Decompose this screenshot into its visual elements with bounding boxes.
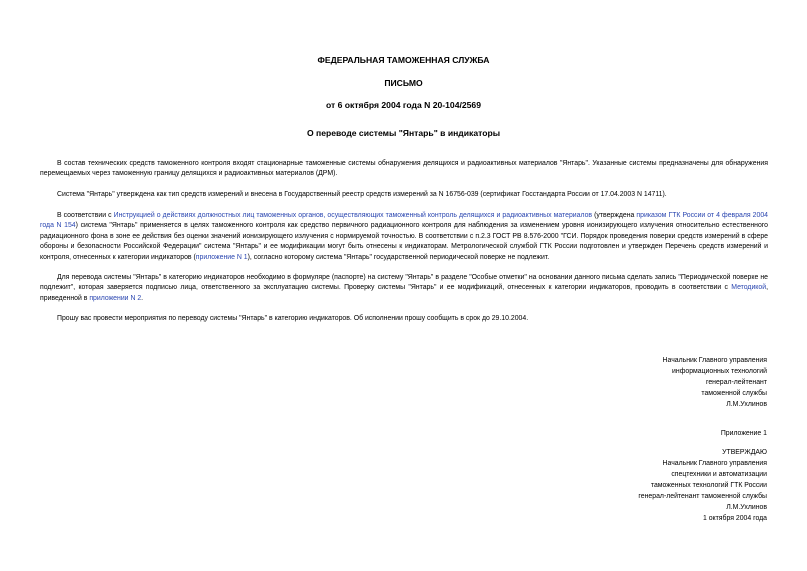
- paragraph-4-text-3: .: [141, 294, 144, 302]
- paragraph-1: В состав технических средств таможенного контроля входят стационарные таможенные системы обнаружения делящихся и радиоактивных материалов "Янтарь". Указанные системы предназначены для обнаружения перемещаемых через таможенную границу делящихся и радиоактивных материалов (ДРМ).: [40, 160, 768, 178]
- paragraph-3: [40, 211, 768, 263]
- signature-block: [507, 355, 767, 410]
- signature-line: Л.М.Ухлинов: [726, 401, 767, 408]
- methodology-link[interactable]: Методикой: [731, 284, 767, 292]
- paragraph-3-text-2: (утверждена: [592, 212, 637, 219]
- paragraph-5: Прошу вас провести мероприятия по переводу системы "Янтарь" в категорию индикаторов. Об исполнении прошу сообщить в срок до 29.10.2004.: [57, 315, 529, 322]
- paragraph-3-text-3: ) система "Янтарь" применяется в целях таможенного контроля как средство первичного радиационного контроля для наблюдения за изменением уровня ионизирующего излучения относительно естественного радиационного фона в зоне ее действия без оценки значений ионизирующего излучения с нормируемой точностью. В соответствии с п.2.3 ГОСТ РВ 8.576-2000 "ГСИ. Порядок проведения поверки средств измерений в сфере обороны и безопасности Российской Федерации" система "Янтарь" и ее модификации могут быть отнесены к индикаторам. Метрологической службой ГТК России подготовлен и утвержден Перечень средств измерений и контроля, отнесенных к категории индикаторов (: [40, 222, 768, 261]
- approval-line: спецтехники и автоматизации: [671, 471, 767, 478]
- approval-line: УТВЕРЖДАЮ: [722, 449, 767, 456]
- doc-date-number: от 6 октября 2004 года N 20-104/2569: [325, 100, 481, 110]
- paragraph-4-text-2: , приведенной в: [40, 284, 768, 302]
- appendix-2-link[interactable]: приложении N 2: [89, 294, 142, 302]
- signature-line: информационных технологий: [672, 368, 767, 375]
- signature-line: Начальник Главного управления: [662, 357, 767, 364]
- approval-line: генерал-лейтенант таможенной службы: [638, 493, 767, 500]
- appendix-1-link[interactable]: приложение N 1: [195, 253, 248, 261]
- approval-line: Начальник Главного управления: [662, 460, 767, 467]
- instruction-link[interactable]: Инструкцией о действиях должностных лиц таможенных органов, осуществляющих таможенный контроль делящихся и радиоактивных материалов: [113, 212, 593, 219]
- paragraph-3-text-4: ), согласно которому система "Янтарь" государственной периодической поверке не подлежит.: [247, 253, 550, 261]
- approval-line: Л.М.Ухлинов: [726, 504, 767, 511]
- org-name: ФЕДЕРАЛЬНАЯ ТАМОЖЕННАЯ СЛУЖБА: [317, 55, 490, 65]
- signature-line: таможенной службы: [701, 390, 767, 397]
- approval-block: [507, 447, 767, 524]
- approval-line: 1 октября 2004 года: [702, 515, 767, 522]
- paragraph-3-text-1: В соответствии с: [57, 212, 114, 219]
- paragraph-4: [40, 273, 768, 304]
- approval-line: таможенных технологий ГТК России: [650, 482, 767, 489]
- doc-subject: О переводе системы "Янтарь" в индикаторы: [306, 128, 501, 138]
- order-link[interactable]: приказом ГТК России от 4 февраля 2004 года N 154: [40, 212, 768, 230]
- paragraph-2: Система "Янтарь" утверждена как тип средств измерений и внесена в Государственный реестр средств измерений за N 16756-039 (сертификат Госстандарта России от 17.04.2003 N 14711).: [57, 191, 667, 198]
- doc-type: ПИСЬМО: [384, 78, 423, 88]
- appendix-label: Приложение 1: [720, 430, 767, 437]
- paragraph-4-text-1: Для перевода системы "Янтарь" в категорию индикаторов необходимо в формуляре (паспорте) на систему "Янтарь" в разделе "Особые отметки" на основании данного письма сделать запись "Периодической поверке не подлежит", которая заверяется подписью лица, ответственного за эксплуатацию системы. Проверку системы "Янтарь" и ее модификаций, отнесенных к категории индикаторов, проводить в соответствии с: [40, 274, 768, 292]
- signature-line: генерал-лейтенант: [705, 379, 767, 386]
